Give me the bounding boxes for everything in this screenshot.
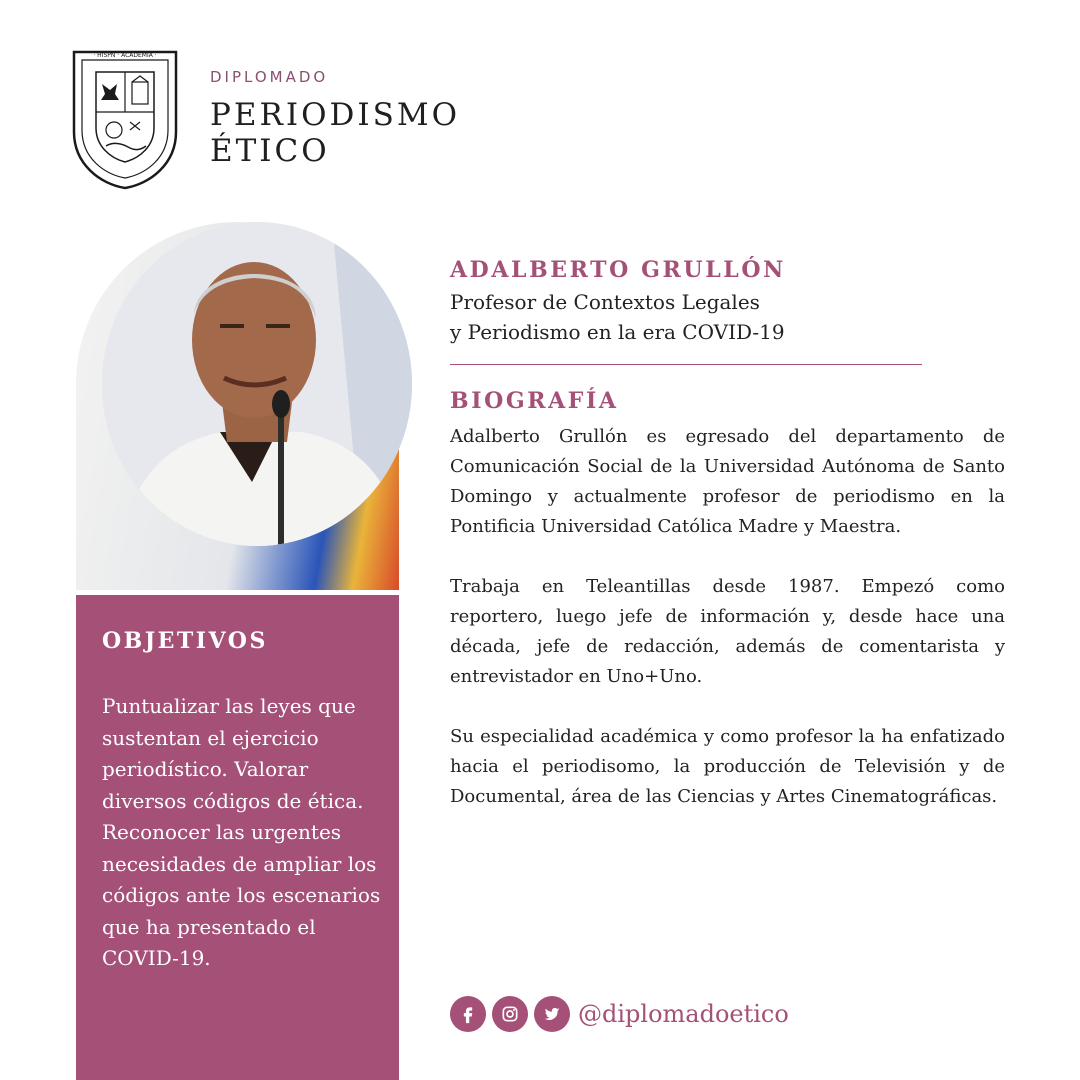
university-seal-icon bbox=[66, 46, 184, 192]
objectives-heading: OBJETIVOS bbox=[102, 628, 268, 654]
instagram-icon[interactable] bbox=[492, 996, 528, 1032]
facebook-icon[interactable] bbox=[450, 996, 486, 1032]
twitter-icon[interactable] bbox=[534, 996, 570, 1032]
brand-title-line2: ÉTICO bbox=[210, 133, 330, 169]
profile-role bbox=[450, 287, 1010, 347]
profile-role-line2: y Periodismo en la era COVID-19 bbox=[450, 320, 785, 344]
social-bar bbox=[450, 996, 789, 1032]
biography-paragraph: Su especialidad académica y como profesor la ha enfatizado hacia el periodisomo, la producción de Televisión y de Documental, área de las Ciencias y Artes Cinematográficas. bbox=[450, 726, 1005, 807]
profile-name: ADALBERTO GRULLÓN bbox=[450, 257, 786, 283]
brand-title bbox=[210, 97, 460, 169]
biography-paragraph: Adalberto Grullón es egresado del departamento de Comunicación Social de la Universidad Autónoma de Santo Domingo y actualmente profesor de periodismo en la Pontificia Universidad Católica Madre y Maestra. bbox=[450, 426, 1005, 537]
svg-text:· HISPN · ACADEMIA ·: · HISPN · ACADEMIA · bbox=[93, 52, 157, 59]
objectives-panel bbox=[76, 595, 399, 1080]
biography-text bbox=[450, 422, 1005, 842]
objectives-text: Puntualizar las leyes que sustentan el ejercicio periodístico. Valorar diversos códigos de ética. Reconocer las urgentes necesidades de ampliar los códigos ante los escenarios que ha presentado el COVID-19. bbox=[102, 694, 381, 970]
biography-paragraph: Trabaja en Teleantillas desde 1987. Empezó como reportero, luego jefe de información y, desde hace una década, jefe de redacción, además de comentarista y entrevistador en Uno+Uno. bbox=[450, 576, 1005, 687]
brand-kicker: DIPLOMADO bbox=[210, 68, 329, 86]
section-rule bbox=[450, 364, 922, 365]
biography-heading: BIOGRAFÍA bbox=[450, 388, 619, 414]
profile-photo bbox=[102, 222, 412, 546]
brand-title-line1: PERIODISMO bbox=[210, 97, 460, 133]
profile-role-line1: Profesor de Contextos Legales bbox=[450, 290, 760, 314]
social-handle[interactable]: @diplomadoetico bbox=[578, 1000, 789, 1028]
